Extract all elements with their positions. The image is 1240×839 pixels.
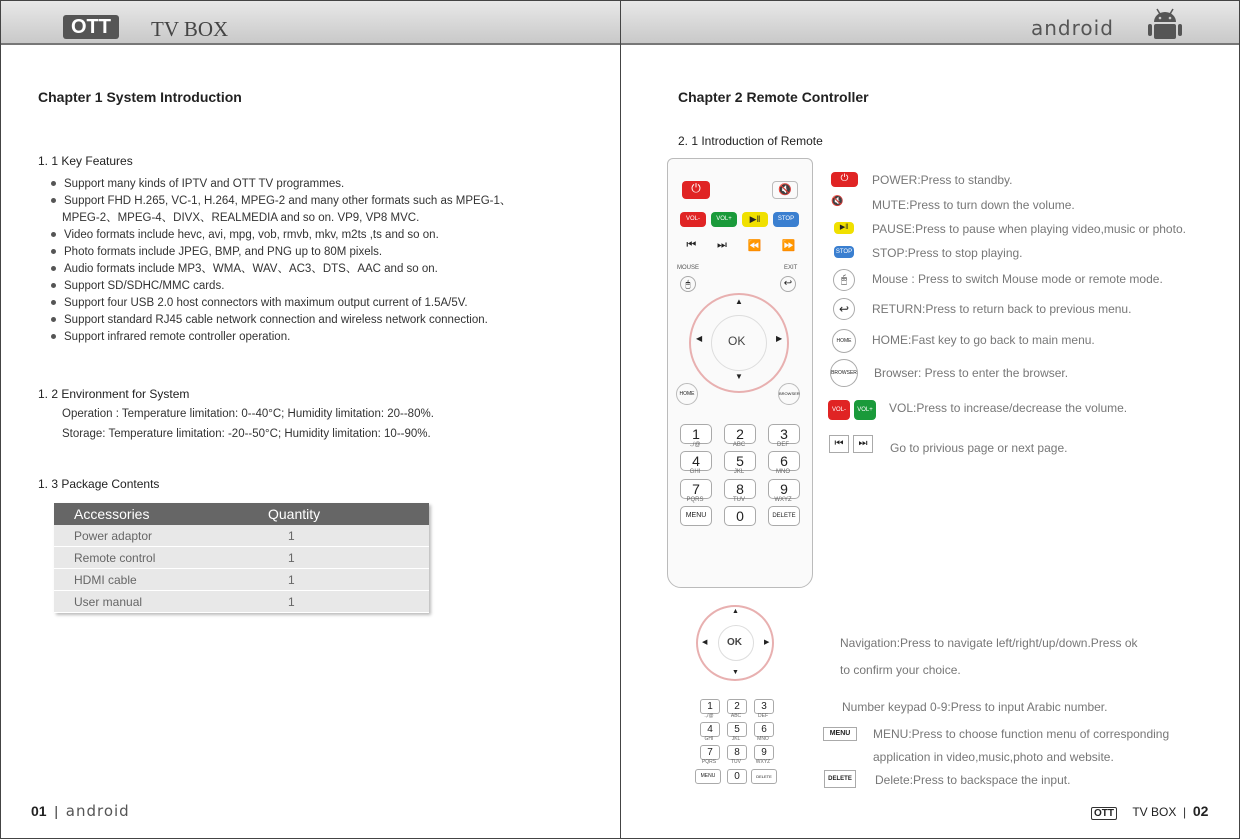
package-heading: 1. 3 Package Contents bbox=[38, 477, 160, 491]
key-4-sub: GHI bbox=[689, 469, 701, 475]
browser-button[interactable]: BROWSER bbox=[778, 383, 800, 405]
right-header bbox=[621, 1, 1239, 45]
vol-description: VOL:Press to increase/decrease the volume. bbox=[889, 401, 1128, 415]
list-item: Support FHD H.265, VC-1, H.264, MPEG-2 and many other formats such as MPEG-1、 bbox=[51, 193, 591, 210]
table-cell: 1 bbox=[241, 525, 429, 547]
package-table bbox=[54, 503, 429, 613]
mouse-icon[interactable]: 🖰 bbox=[680, 276, 696, 292]
menu-icon: MENU bbox=[823, 727, 857, 741]
table-row bbox=[54, 525, 429, 547]
remote-controller bbox=[667, 158, 813, 588]
key-6-sub: MNO bbox=[757, 736, 769, 742]
vol-minus-button[interactable]: VOL- bbox=[680, 212, 706, 227]
key-1-sub: .,/@ bbox=[704, 713, 714, 719]
key-features-list bbox=[51, 176, 591, 346]
media-buttons bbox=[676, 239, 806, 252]
key-5[interactable]: 5 bbox=[724, 451, 756, 471]
right-arrow-icon[interactable]: ▶ bbox=[776, 334, 783, 343]
home-icon: HOME bbox=[832, 329, 856, 353]
key-features-heading: 1. 1 Key Features bbox=[38, 154, 133, 168]
stop-icon: STOP bbox=[834, 246, 854, 258]
header-brand: TV BOX bbox=[151, 17, 229, 41]
vol-minus-icon: VOL- bbox=[828, 400, 850, 420]
table-cell: User manual bbox=[54, 591, 241, 613]
navigation-text-2: to confirm your choice. bbox=[840, 663, 961, 677]
list-item: Support four USB 2.0 host connectors with maximum output current of 1.5A/5V. bbox=[51, 295, 591, 312]
chapter-1-title: Chapter 1 System Introduction bbox=[38, 89, 242, 105]
mouse-description: Mouse : Press to switch Mouse mode or remote mode. bbox=[872, 272, 1163, 286]
column-header: Quantity bbox=[241, 503, 429, 525]
table-cell: HDMI cable bbox=[54, 569, 241, 591]
keypad-text: Number keypad 0-9:Press to input Arabic number. bbox=[842, 700, 1108, 714]
key-8[interactable]: 8 bbox=[724, 479, 756, 499]
key-0[interactable]: 0 bbox=[724, 506, 756, 526]
ott-logo: OTT bbox=[63, 15, 119, 39]
forward-icon[interactable]: ⏩ bbox=[781, 240, 796, 252]
browser-icon: BROWSER bbox=[830, 359, 858, 387]
list-item: Photo formats include JPEG, BMP, and PNG up to 80M pixels. bbox=[51, 244, 591, 261]
list-item: Support many kinds of IPTV and OTT TV programmes. bbox=[51, 176, 591, 193]
pause-icon: ▶‖ bbox=[834, 222, 854, 234]
table-row bbox=[54, 591, 429, 613]
header-android-text: android bbox=[1031, 16, 1114, 40]
return-description: RETURN:Press to return back to previous menu. bbox=[872, 302, 1132, 316]
delete-text: Delete:Press to backspace the input. bbox=[875, 773, 1071, 787]
nav-ok-label: OK bbox=[727, 637, 742, 648]
key-7-sub: PQRS bbox=[701, 759, 717, 765]
right-page bbox=[620, 0, 1240, 839]
list-item: Video formats include hevc, avi, mpg, vob, rmvb, mkv, m2ts ,ts and so on. bbox=[51, 227, 591, 244]
footer-brand: android bbox=[65, 802, 130, 820]
key-4[interactable]: 4 bbox=[680, 451, 712, 471]
key-2-sub: ABC bbox=[730, 713, 742, 719]
next-page-icon: ⏭ bbox=[853, 435, 873, 453]
page-description: Go to privious page or next page. bbox=[890, 441, 1068, 455]
left-arrow-icon: ◀ bbox=[702, 639, 708, 646]
home-description: HOME:Fast key to go back to main menu. bbox=[872, 333, 1095, 347]
ott-logo: OTT bbox=[1091, 807, 1117, 820]
mute-icon[interactable]: 🔇 bbox=[772, 181, 798, 199]
table-row bbox=[54, 569, 429, 591]
left-arrow-icon[interactable]: ◀ bbox=[696, 334, 703, 343]
up-arrow-icon: ▲ bbox=[732, 608, 739, 615]
key-3[interactable]: 3 bbox=[768, 424, 800, 444]
key-3: 3 bbox=[754, 699, 774, 714]
list-item: Support infrared remote controller operation. bbox=[51, 329, 591, 346]
delete-key: DELETE bbox=[751, 769, 777, 784]
exit-label: EXIT bbox=[784, 265, 798, 271]
key-9[interactable]: 9 bbox=[768, 479, 800, 499]
stop-button[interactable]: STOP bbox=[773, 212, 799, 227]
list-item: MPEG-2、MPEG-4、DIVX、REALMEDIA and so on. VP9, VP8 MVC. bbox=[62, 212, 420, 224]
previous-page-icon: ⏮ bbox=[829, 435, 849, 453]
key-2: 2 bbox=[727, 699, 747, 714]
key-5: 5 bbox=[727, 722, 747, 737]
key-4: 4 bbox=[700, 722, 720, 737]
chapter-2-title: Chapter 2 Remote Controller bbox=[678, 89, 869, 105]
android-robot-icon bbox=[1145, 7, 1185, 41]
key-7-sub: PQRS bbox=[686, 497, 704, 503]
navigation-illustration bbox=[690, 605, 784, 681]
table-cell: 1 bbox=[241, 569, 429, 591]
vol-plus-icon: VOL+ bbox=[854, 400, 876, 420]
key-6: 6 bbox=[754, 722, 774, 737]
list-item: Support SD/SDHC/MMC cards. bbox=[51, 278, 591, 295]
power-icon: ⏻ bbox=[831, 172, 858, 187]
key-9-sub: WXYZ bbox=[755, 759, 771, 765]
key-7: 7 bbox=[700, 745, 720, 760]
return-icon: ↩ bbox=[833, 298, 855, 320]
keypad-illustration bbox=[693, 699, 783, 789]
table-cell: Remote control bbox=[54, 547, 241, 569]
delete-key[interactable]: DELETE bbox=[768, 506, 800, 526]
mute-icon: 🔇 bbox=[831, 196, 844, 207]
right-arrow-icon: ▶ bbox=[764, 639, 770, 646]
page-number: 01 bbox=[31, 803, 47, 819]
mute-description: MUTE:Press to turn down the volume. bbox=[872, 198, 1075, 212]
key-8-sub: TUV bbox=[733, 497, 745, 503]
ok-button[interactable]: OK bbox=[728, 334, 746, 348]
key-2[interactable]: 2 bbox=[724, 424, 756, 444]
mouse-icon: 🖰 bbox=[833, 269, 855, 291]
key-5-sub: JKL bbox=[731, 736, 741, 742]
delete-icon: DELETE bbox=[824, 770, 856, 788]
previous-icon[interactable]: ⏮ bbox=[686, 239, 697, 251]
power-button[interactable]: ⏻ bbox=[682, 181, 710, 199]
list-item: Support standard RJ45 cable network connection and wireless network connection. bbox=[51, 312, 591, 329]
list-item: Audio formats include MP3、WMA、WAV、AC3、DTS、AAC and so on. bbox=[51, 261, 591, 278]
footer-brand: TV BOX bbox=[1132, 805, 1177, 819]
column-header: Accessories bbox=[54, 503, 241, 525]
return-icon[interactable]: ↩ bbox=[780, 276, 796, 292]
menu-key[interactable]: MENU bbox=[680, 506, 712, 526]
key-9: 9 bbox=[754, 745, 774, 760]
key-1-sub: .,/@ bbox=[689, 442, 701, 448]
next-icon[interactable]: ⏭ bbox=[716, 239, 727, 251]
rewind-icon[interactable]: ⏪ bbox=[747, 240, 762, 252]
table-header-row bbox=[54, 503, 429, 525]
right-footer: OTT TV BOX | 02 bbox=[1091, 803, 1208, 819]
power-description: POWER:Press to standby. bbox=[872, 173, 1013, 187]
menu-key: MENU bbox=[695, 769, 721, 784]
key-4-sub: GHI bbox=[704, 736, 714, 742]
pause-description: PAUSE:Press to pause when playing video,music or photo. bbox=[872, 222, 1186, 236]
key-8-sub: TUV bbox=[731, 759, 741, 765]
stop-description: STOP:Press to stop playing. bbox=[872, 246, 1023, 260]
key-9-sub: WXYZ bbox=[774, 497, 792, 503]
key-8: 8 bbox=[727, 745, 747, 760]
vol-plus-button[interactable]: VOL+ bbox=[711, 212, 737, 227]
left-footer: 01 | android bbox=[31, 802, 130, 820]
page-number: 02 bbox=[1192, 803, 1209, 819]
table-cell: Power adaptor bbox=[54, 525, 241, 547]
table-row bbox=[54, 547, 429, 569]
pause-button[interactable]: ▶‖ bbox=[742, 212, 768, 227]
menu-text-1: MENU:Press to choose function menu of corresponding bbox=[873, 727, 1170, 741]
key-7[interactable]: 7 bbox=[680, 479, 712, 499]
down-arrow-icon: ▼ bbox=[732, 669, 739, 676]
key-5-sub: JKL bbox=[733, 469, 745, 475]
key-6[interactable]: 6 bbox=[768, 451, 800, 471]
key-2-sub: ABC bbox=[732, 442, 746, 448]
key-3-sub: DEF bbox=[777, 442, 789, 448]
navigation-text-1: Navigation:Press to navigate left/right/up/down.Press ok bbox=[840, 636, 1138, 650]
mouse-label: MOUSE bbox=[677, 265, 700, 271]
table-cell: 1 bbox=[241, 591, 429, 613]
table-cell: 1 bbox=[241, 547, 429, 569]
environment-heading: 1. 2 Environment for System bbox=[38, 387, 190, 401]
menu-text-2: application in video,music,photo and website. bbox=[873, 750, 1114, 764]
home-button[interactable]: HOME bbox=[676, 383, 698, 405]
environment-operation: Operation : Temperature limitation: 0--40°C; Humidity limitation: 20--80%. bbox=[62, 408, 434, 420]
remote-intro-heading: 2. 1 Introduction of Remote bbox=[678, 134, 823, 148]
key-6-sub: MNO bbox=[776, 469, 790, 475]
key-1[interactable]: 1 bbox=[680, 424, 712, 444]
key-1: 1 bbox=[700, 699, 720, 714]
key-0: 0 bbox=[727, 769, 747, 784]
browser-description: Browser: Press to enter the browser. bbox=[874, 366, 1069, 380]
key-3-sub: DEF bbox=[758, 713, 768, 719]
up-arrow-icon[interactable]: ▲ bbox=[735, 297, 743, 306]
down-arrow-icon[interactable]: ▼ bbox=[735, 372, 743, 381]
environment-storage: Storage: Temperature limitation: -20--50°C; Humidity limitation: 10--90%. bbox=[62, 428, 431, 440]
left-header bbox=[1, 1, 620, 45]
